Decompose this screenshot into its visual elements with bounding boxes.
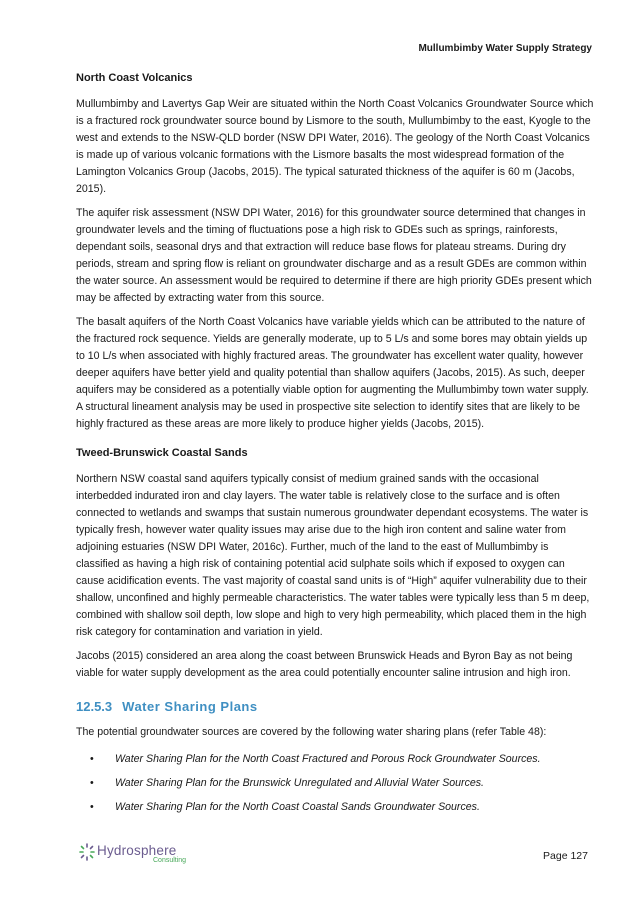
list-item-text: Water Sharing Plan for the North Coast Coastal Sands Groundwater Sources.: [115, 801, 480, 813]
paragraph: The basalt aquifers of the North Coast Volcanics have variable yields which can be attributed to the nature of the fractured rock sequence. Yields are generally moderate, up to 5 L/s and some bores may obtain yields up to 10 L/s when associated with highly fractured areas. The groundwater has excellent water quality, however deeper aquifers have better yield and quality potential than shallow aquifers (Jacobs, 2015). As such, deeper aquifers may be considered as a potentially viable option for augmenting the Mullumbimby town water supply. A structural lineament analysis may be used in prospective site selection to identify sites that are likely to be highly fractured as these areas are more likely to produce higher yields (Jacobs, 2015).: [76, 316, 589, 430]
bullet: •: [90, 801, 94, 813]
section-heading-north-coast-volcanics: North Coast Volcanics: [76, 72, 193, 84]
paragraph: The potential groundwater sources are covered by the following water sharing plans (refer Table 48):: [76, 726, 547, 738]
list-item: [76, 799, 594, 815]
page-header: Mullumbimby Water Supply Strategy: [418, 43, 592, 54]
list-item-text: Water Sharing Plan for the Brunswick Unregulated and Alluvial Water Sources.: [115, 777, 485, 789]
paragraph: Mullumbimby and Lavertys Gap Weir are situated within the North Coast Volcanics Groundwater Source which is a fractured rock groundwater source bound by Lismore to the south, Mullumbimby to the east, Kyogle to the west and extends to the NSW-QLD border (NSW DPI Water, 2016). The geology of the North Coast Volcanics is made up of various volcanic formations with the Lismore basalts the most widespread formation of the Lamington Volcanics Group (Jacobs, 2015). The typical saturated thickness of the aquifer is 60 m (Jacobs, 2015).: [76, 98, 594, 195]
document-body: [76, 70, 594, 823]
paragraph: Northern NSW coastal sand aquifers typically consist of medium grained sands with the occasional interbedded indurated iron and clay layers. The water table is relatively close to the surface and is often connected to wetlands and swamps that sustain numerous groundwater dependant ecosystems. The water is typically fresh, however water quality issues may arise due to the high iron content and saline water from adjoining estuaries (NSW DPI Water, 2016c). Further, much of the land to the east of Mullumbimby is classified as having a high risk of containing potential acid sulphate soils which if exposed to oxygen can cause acidification events. The vast majority of coastal sand units is of “High” aquifer vulnerability due to their shallow, unconfined and highly permeable characteristics. The water tables were typically less than 5 m deep, combined with shallow soil depth, low slope and high to very high permeability, which placed them in the high risk category for contamination and variation in yield.: [76, 473, 590, 638]
water-sharing-plan-list: [76, 751, 594, 815]
paragraph: Jacobs (2015) considered an area along the coast between Brunswick Heads and Byron Bay as not being viable for water supply development as the area could potentially encounter saline intrusion and high iron.: [76, 650, 573, 679]
list-item: [76, 751, 594, 767]
paragraph: The aquifer risk assessment (NSW DPI Water, 2016) for this groundwater source determined that changes in groundwater levels and the timing of fluctuations pose a high risk to GDEs such as springs, rainforests, dependant soils, seasonal drys and that extraction will reduce base flows for plateau streams. During dry periods, stream and spring flow is reliant on groundwater discharge and as a result GDEs are common within the water source. An assessment would be required to determine if there are high priority GDEs present which may be affected by extracting water from this source.: [76, 207, 592, 304]
list-item: [76, 775, 594, 791]
section-title: Water Sharing Plans: [122, 699, 258, 714]
logo-subtitle: Consulting: [153, 857, 187, 864]
bullet: •: [90, 777, 94, 789]
section-heading-tweed-brunswick: Tweed-Brunswick Coastal Sands: [76, 447, 248, 459]
bullet: •: [90, 753, 94, 765]
sphere-icon: [79, 843, 95, 861]
page-number: Page 127: [543, 850, 588, 862]
section-number: 12.5.3: [76, 699, 113, 714]
section-heading-water-sharing-plans: [76, 699, 594, 715]
list-item-text: Water Sharing Plan for the North Coast Fractured and Porous Rock Groundwater Sources.: [115, 753, 541, 765]
logo-name: Hydrosphere: [97, 843, 177, 858]
